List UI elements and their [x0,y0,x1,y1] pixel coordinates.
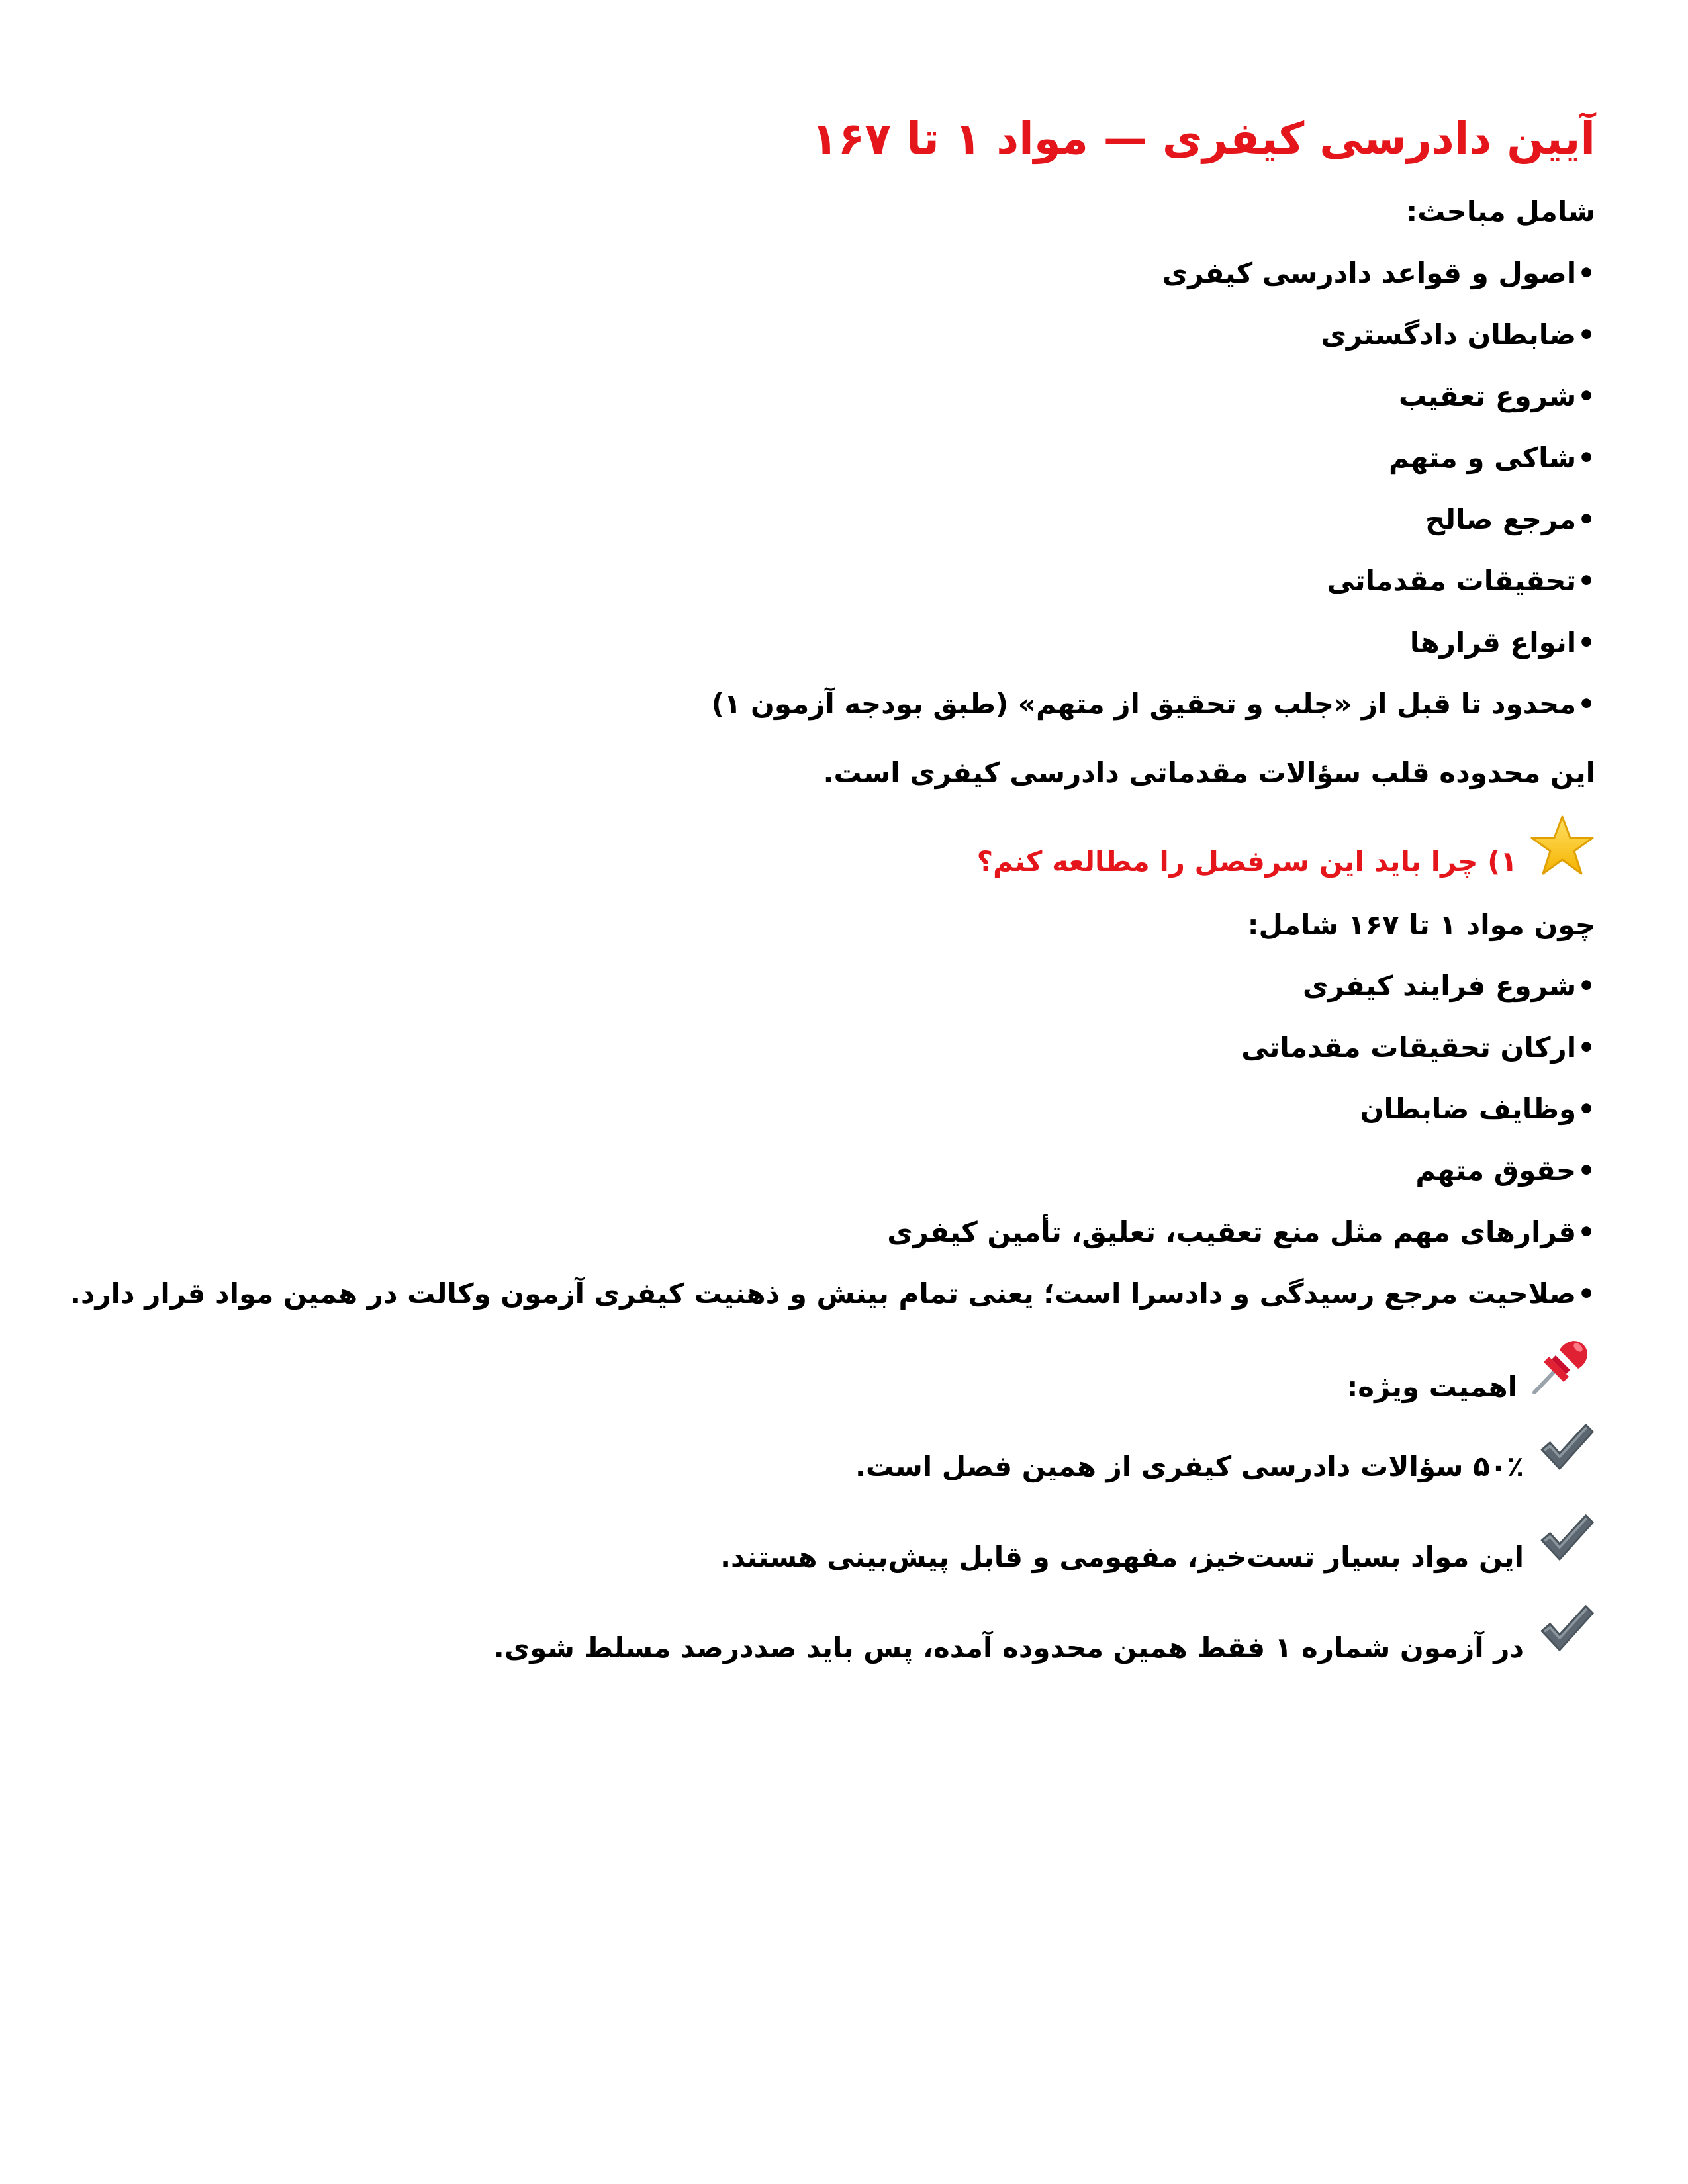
bullet: • [1577,970,1595,1002]
section1-list-item [70,1274,1595,1314]
bullet: • [1577,1216,1595,1248]
importance-item [132,1416,1595,1486]
list-item-text: ضابطان دادگستری [1321,318,1577,351]
list-item-text: صلاحیت مرجع رسیدگی و دادسرا است؛ یعنی تمام بینش و ذهنیت کیفری آزمون وکالت در همین مواد قرار دارد. [70,1277,1577,1310]
intro-list-item [132,684,1595,724]
bullet: • [1577,565,1595,597]
section1-list-item [132,1089,1595,1129]
section-heading: ۱) چرا باید این سرفصل را مطالعه کنم؟ [976,845,1517,878]
importance-heading-row [132,1330,1595,1407]
bullet: • [1577,626,1595,659]
intro-list-item [132,561,1595,601]
section1-list-item [132,1028,1595,1068]
page-title: آیین دادرسی کیفری — مواد ۱ تا ۱۶۷ [811,113,1595,164]
list-item-text: حقوق متهم [1415,1154,1577,1187]
bullet: • [1577,1031,1595,1064]
importance-item [132,1507,1595,1577]
list-item-text: تحقیقات مقدماتی [1327,565,1577,597]
pushpin-icon [1529,1330,1595,1407]
section1-list-item [132,1151,1595,1191]
section1-heading-row [132,813,1595,882]
importance-item-text: در آزمون شماره ۱ فقط همین محدوده آمده، پس باید صددرصد مسلط شوی. [493,1631,1524,1664]
importance-item [132,1598,1595,1668]
check-mark-icon [1536,1598,1595,1668]
list-item-text: شروع فرایند کیفری [1303,970,1577,1002]
intro-list-item [132,377,1595,416]
list-item-text: مرجع صالح [1425,503,1577,535]
section1-list-item [132,1212,1595,1252]
intro-list-item [132,438,1595,478]
section1-label: چون مواد ۱ تا ۱۶۷ شامل: [1247,909,1595,941]
bullet: • [1577,318,1595,351]
section1-list-item [132,966,1595,1006]
list-item-text: ارکان تحقیقات مقدماتی [1241,1031,1577,1064]
intro-label: شامل مباحث: [1406,195,1595,228]
list-item-text: وظایف ضابطان [1360,1093,1577,1125]
importance-item-text: این مواد بسیار تست‌خیز، مفهومی و قابل پیش‌بینی هستند. [720,1541,1524,1573]
bullet: • [1577,503,1595,535]
bullet: • [1577,1093,1595,1125]
intro-list-item [132,500,1595,539]
list-item-text: محدود تا قبل از «جلب و تحقیق از متهم» (طبق بودجه آزمون ۱) [711,688,1577,720]
intro-list-item [132,253,1595,293]
list-item-text: شاکی و متهم [1388,441,1577,474]
intro-summary: این محدوده قلب سؤالات مقدماتی دادرسی کیفری است. [823,756,1595,789]
list-item-text: اصول و قواعد دادرسی کیفری [1162,257,1577,289]
bullet: • [1577,688,1595,720]
star-icon [1529,813,1595,882]
bullet: • [1577,380,1595,412]
list-item-text: قرارهای مهم مثل منع تعقیب، تعلیق، تأمین کیفری [887,1216,1577,1248]
list-item-text: شروع تعقیب [1398,380,1577,412]
check-mark-icon [1536,1416,1595,1486]
intro-list-item [132,623,1595,662]
bullet: • [1577,257,1595,289]
bullet: • [1577,1277,1595,1310]
check-mark-icon [1536,1507,1595,1577]
importance-label: اهمیت ویژه: [1346,1371,1517,1403]
list-item-text: انواع قرارها [1409,626,1577,659]
intro-list-item [132,315,1595,355]
bullet: • [1577,1154,1595,1187]
bullet: • [1577,441,1595,474]
importance-item-text: ۵۰٪ سؤالات دادرسی کیفری از همین فصل است. [855,1450,1524,1482]
